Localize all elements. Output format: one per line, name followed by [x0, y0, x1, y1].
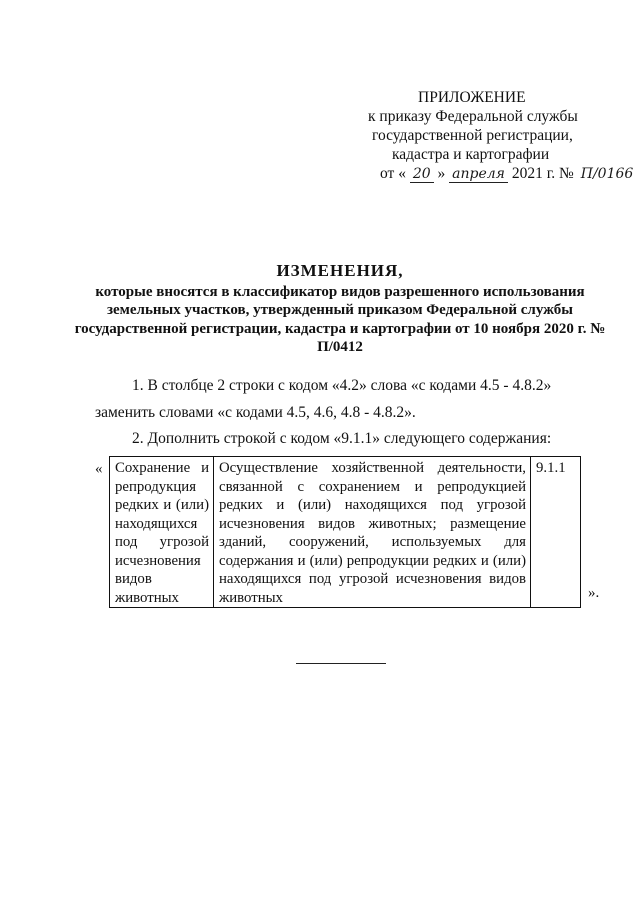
- heading-subtitle: которые вносятся в классификатор видов разрешенного использования земельных участков, утвержденный приказом Федеральной службы государственной регистрации, кадастра и картографии от 10 ноября 2020 г. № П/0412: [74, 283, 606, 355]
- paragraph-2: 2. Дополнить строкой с кодом «9.1.1» следующего содержания:: [132, 430, 552, 447]
- paragraph-1-first-line: 1. В столбце 2 строки с кодом «4.2» слова «с кодами 4.5 - 4.8.2»: [132, 377, 552, 394]
- date-month-handwritten: апреля: [449, 167, 508, 183]
- document-heading: [70, 262, 610, 357]
- classifier-table: [109, 456, 581, 608]
- cell-use-description: Осуществление хозяйственной деятельности, связанной с сохранением и репродукцией редких и (или) находящихся под угрозой исчезновения видов животных; размещение зданий, сооружений, используемых для содержания и (или) репродукции редких и (или) находящихся под угрозой исчезновения видов животных: [214, 457, 531, 608]
- end-divider: [296, 663, 386, 664]
- appendix-line-registration: государственной регистрации,: [372, 127, 573, 144]
- appendix-line-order: к приказу Федеральной службы: [368, 108, 578, 125]
- cell-use-name: Сохранение и репродукция редких и (или) находящихся под угрозой исчезновения видов животных: [110, 457, 214, 608]
- date-day-handwritten: 20: [410, 167, 434, 183]
- table-row: [110, 457, 581, 608]
- table-quote-close: ».: [588, 585, 600, 601]
- appendix-title: ПРИЛОЖЕНИЕ: [418, 89, 526, 106]
- date-year: 2021 г. №: [511, 165, 574, 182]
- order-number-handwritten: П/0166: [580, 166, 634, 182]
- heading-title: ИЗМЕНЕНИЯ,: [276, 261, 404, 280]
- table-quote-open: «: [95, 461, 103, 477]
- date-prefix: от «: [380, 165, 406, 182]
- appendix-line-cadastre: кадастра и картографии: [392, 146, 550, 163]
- date-mid: »: [437, 165, 446, 182]
- cell-use-code: 9.1.1: [531, 457, 581, 608]
- paragraph-1-second-line: заменить словами «с кодами 4.5, 4.6, 4.8 - 4.8.2».: [95, 404, 416, 421]
- appendix-date-line: [380, 164, 636, 183]
